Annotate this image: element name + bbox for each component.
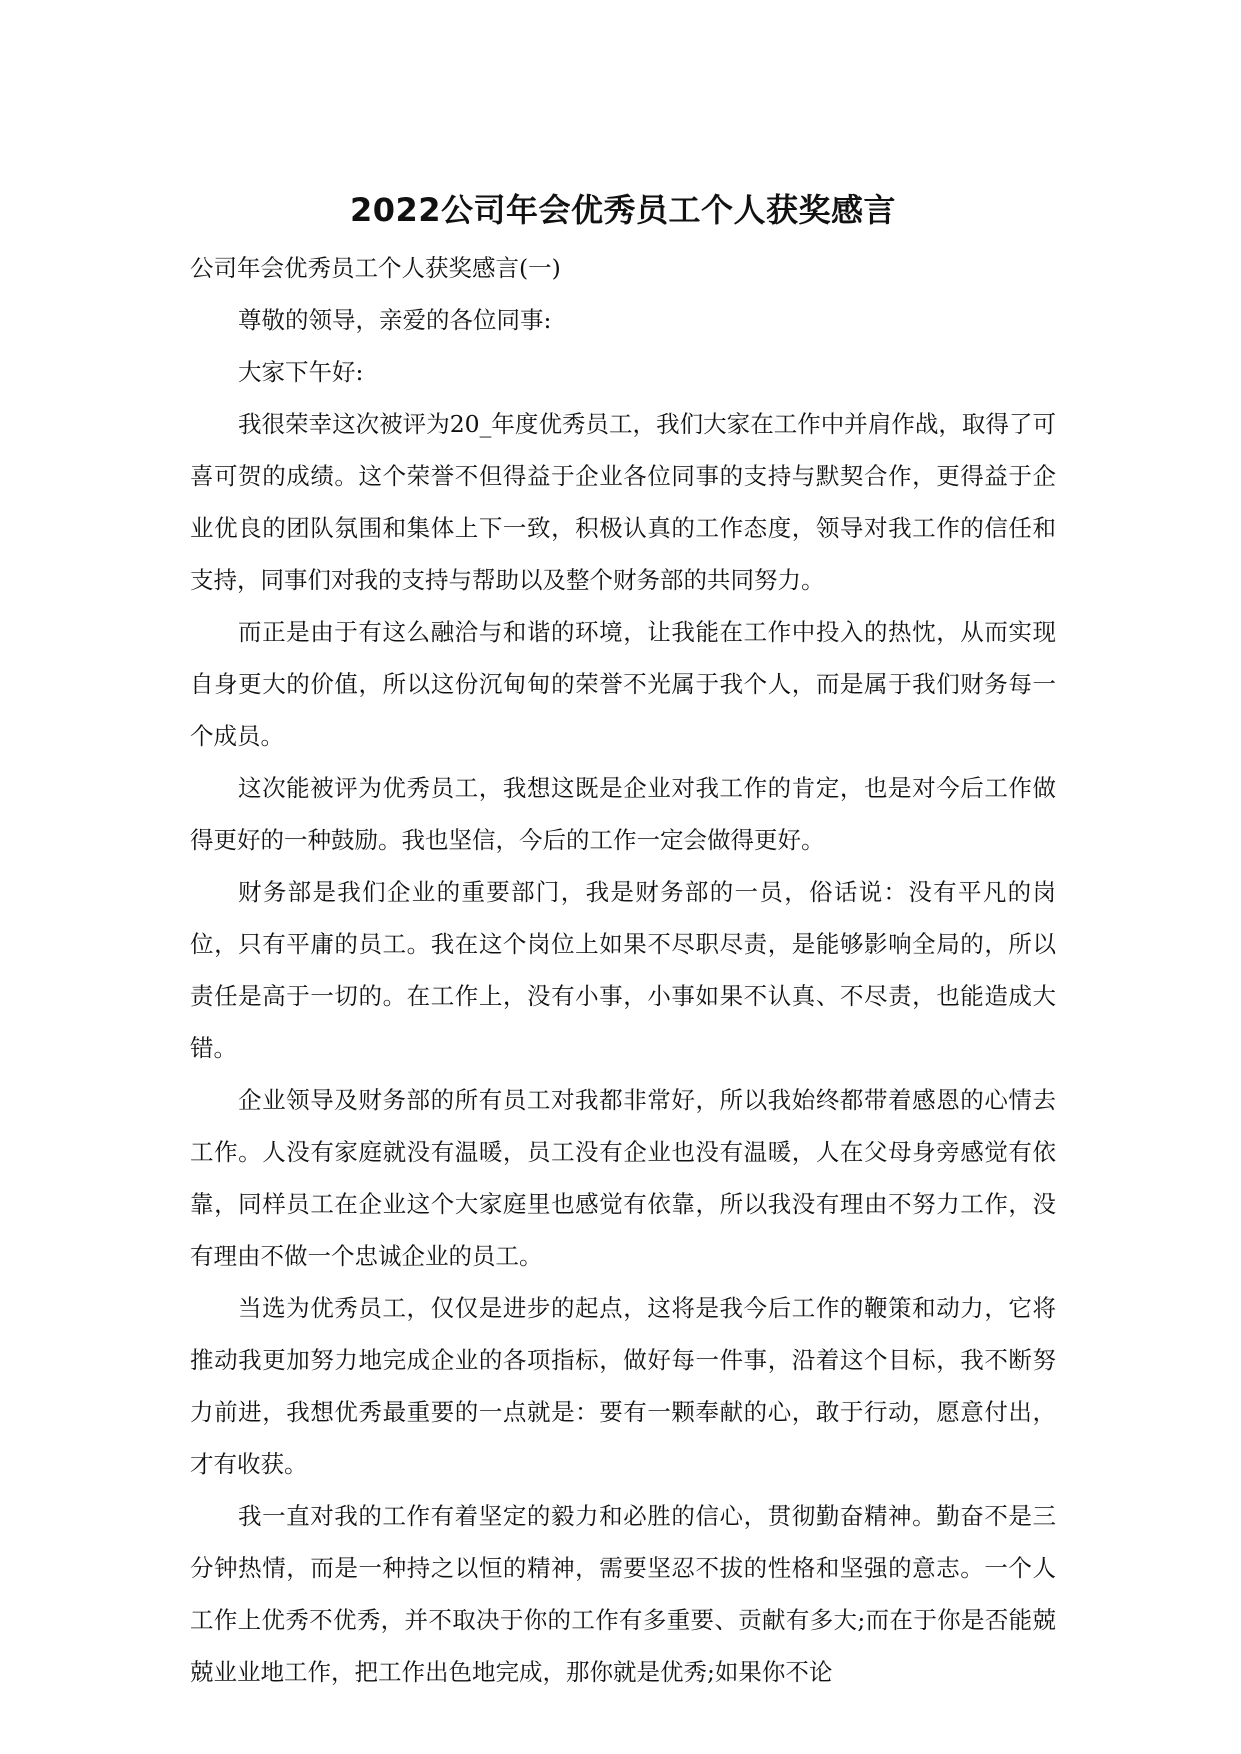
paragraph-diligence: 我一直对我的工作有着坚定的毅力和必胜的信心，贯彻勤奋精神。勤奋不是三分钟热情，而是一种持之以恒的精神，需要坚忍不拔的性格和坚强的意志。一个人工作上优秀不优秀，并不取决于你的工作有多重要、贡献有多大;而在于你是否能兢兢业业地工作，把工作出色地完成，那你就是优秀;如果你不论: [190, 1502, 1056, 1686]
paragraph-gratitude: 企业领导及财务部的所有员工对我都非常好，所以我始终都带着感恩的心情去工作。人没有家庭就没有温暖，员工没有企业也没有温暖，人在父母身旁感觉有依靠，同样员工在企业这个大家庭里也感觉有依靠，所以我没有理由不努力工作，没有理由不做一个忠诚企业的员工。: [190, 1086, 1056, 1270]
document-title: 2022公司年会优秀员工个人获奖感言: [349, 191, 897, 229]
paragraph-greeting: 尊敬的领导，亲爱的各位同事:: [238, 306, 552, 334]
paragraph-affirmation: 这次能被评为优秀员工，我想这既是企业对我工作的肯定，也是对今后工作做得更好的一种鼓励。我也坚信，今后的工作一定会做得更好。: [190, 774, 1056, 854]
section-subtitle: 公司年会优秀员工个人获奖感言(一): [190, 254, 561, 282]
paragraph-starting-point: 当选为优秀员工，仅仅是进步的起点，这将是我今后工作的鞭策和动力，它将推动我更加努力地完成企业的各项指标，做好每一件事，沿着这个目标，我不断努力前进，我想优秀最重要的一点就是：要有一颗奉献的心，敢于行动，愿意付出，才有收获。: [190, 1294, 1056, 1478]
paragraph-honor: 我很荣幸这次被评为20_年度优秀员工，我们大家在工作中并肩作战，取得了可喜可贺的成绩。这个荣誉不但得益于企业各位同事的支持与默契合作，更得益于企业优良的团队氛围和集体上下一致，积极认真的工作态度，领导对我工作的信任和支持，同事们对我的支持与帮助以及整个财务部的共同努力。: [190, 410, 1056, 594]
paragraph-finance-dept: 财务部是我们企业的重要部门，我是财务部的一员，俗话说：没有平凡的岗位，只有平庸的员工。我在这个岗位上如果不尽职尽责，是能够影响全局的，所以责任是高于一切的。在工作上，没有小事，小事如果不认真、不尽责，也能造成大错。: [190, 878, 1056, 1062]
paragraph-salutation: 大家下午好:: [238, 358, 364, 386]
document-page: [190, 188, 1056, 1698]
paragraph-environment: 而正是由于有这么融洽与和谐的环境，让我能在工作中投入的热忱，从而实现自身更大的价值，所以这份沉甸甸的荣誉不光属于我个人，而是属于我们财务每一个成员。: [190, 618, 1056, 750]
